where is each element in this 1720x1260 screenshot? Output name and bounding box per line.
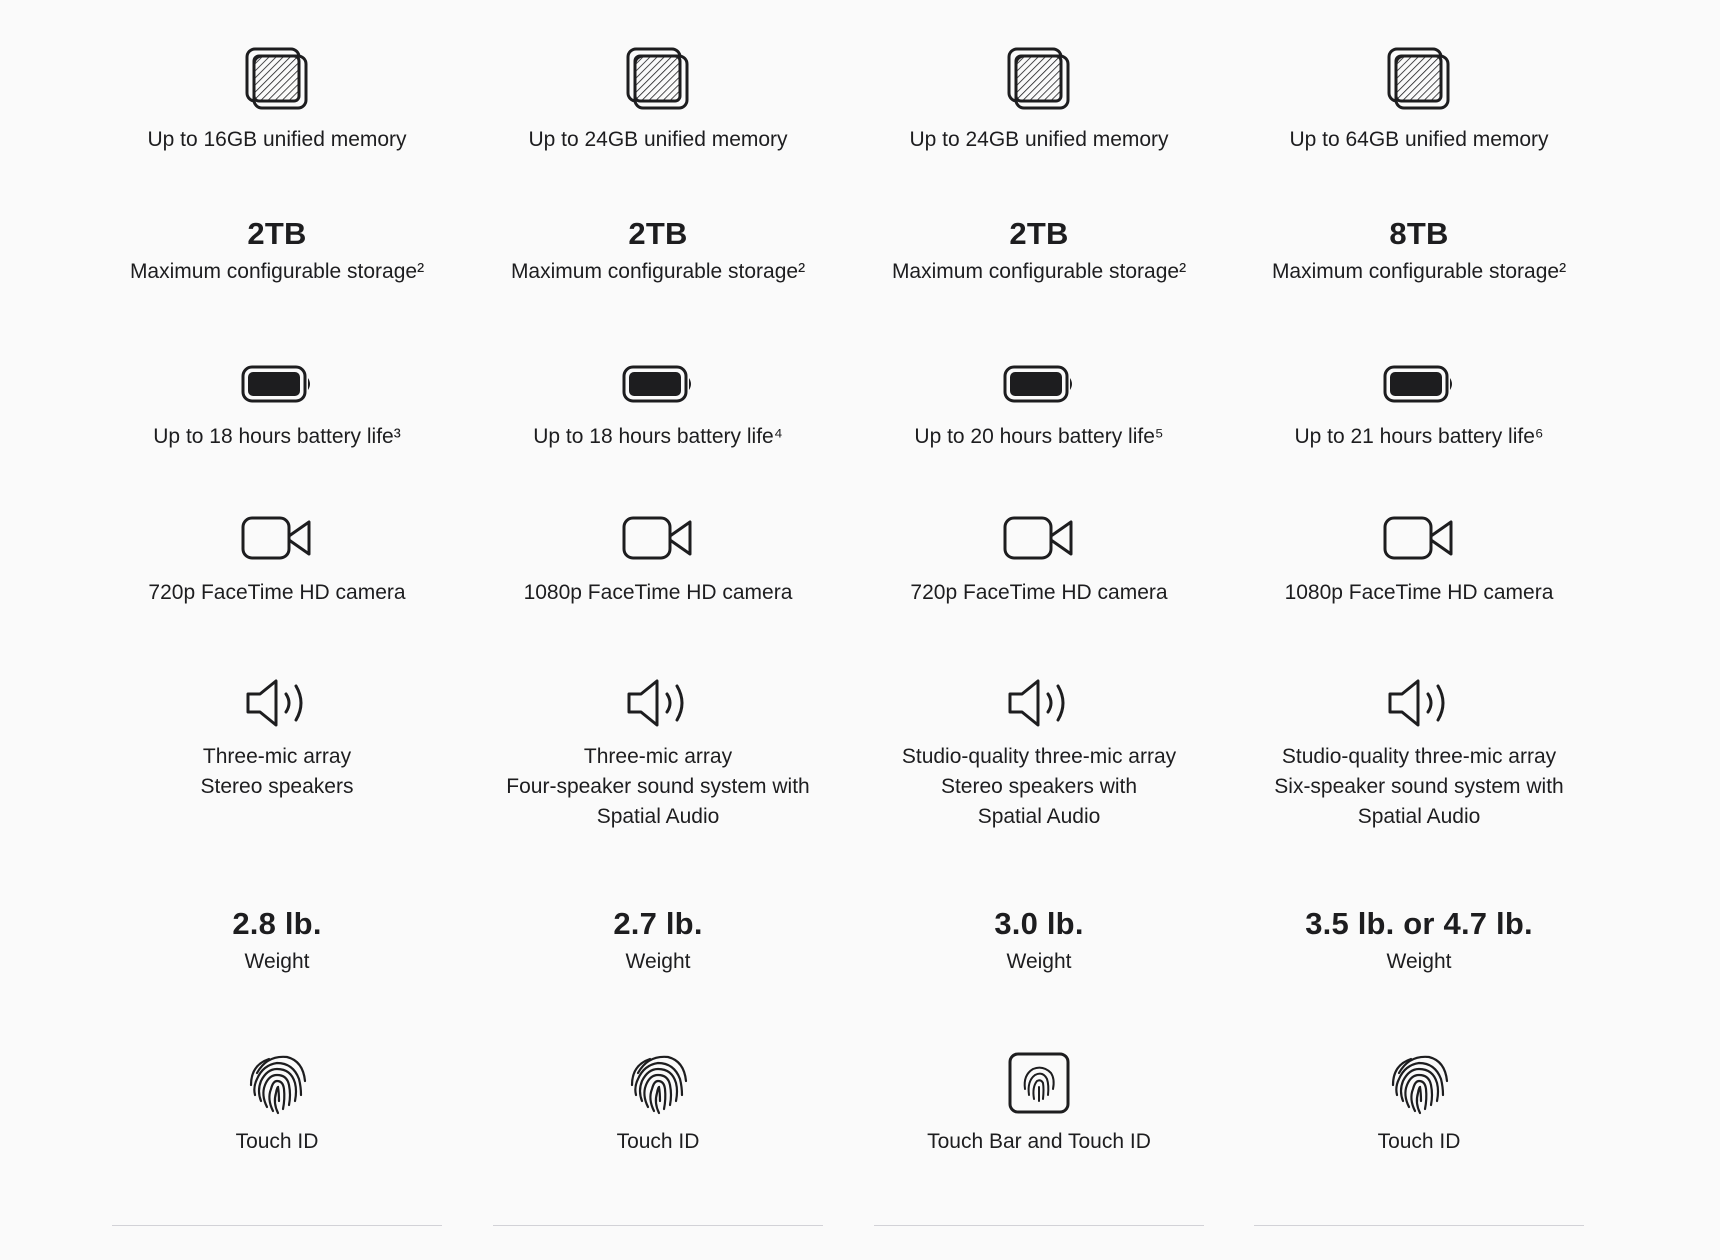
weight-value: 3.5 lb. or 4.7 lb. — [1305, 906, 1533, 941]
chip-icon — [1386, 46, 1452, 112]
model-column-3 — [874, 0, 1204, 1260]
weight-spec — [1254, 905, 1584, 977]
storage-spec — [112, 215, 442, 287]
audio-line: Spatial Audio — [596, 805, 720, 828]
storage-label: Maximum configurable storage² — [129, 260, 425, 283]
camera-spec — [112, 514, 442, 608]
audio-line: Six-speaker sound system with — [1274, 775, 1564, 798]
video-camera-icon — [1003, 514, 1075, 562]
weight-label: Weight — [244, 950, 310, 973]
audio-lines — [112, 742, 442, 802]
audio-line: Three-mic array — [202, 745, 352, 768]
audio-spec — [112, 678, 442, 802]
storage-spec — [493, 215, 823, 287]
audio-line: Studio-quality three-mic array — [1281, 745, 1557, 768]
column-divider — [112, 1225, 442, 1226]
camera-label: 1080p FaceTime HD camera — [1284, 581, 1554, 604]
battery-icon — [241, 364, 313, 404]
battery-spec — [493, 364, 823, 452]
speaker-icon — [244, 678, 310, 728]
weight-spec — [874, 905, 1204, 977]
column-divider — [874, 1225, 1204, 1226]
chip-icon — [244, 46, 310, 112]
audio-spec — [874, 678, 1204, 832]
column-divider — [493, 1225, 823, 1226]
storage-label: Maximum configurable storage² — [510, 260, 806, 283]
memory-spec — [112, 46, 442, 155]
audio-line: Spatial Audio — [977, 805, 1101, 828]
touch-spec — [112, 1051, 442, 1157]
speaker-icon — [625, 678, 691, 728]
model-column-2 — [493, 0, 823, 1260]
battery-label: Up to 21 hours battery life⁶ — [1294, 425, 1544, 448]
weight-spec — [493, 905, 823, 977]
battery-spec — [874, 364, 1204, 452]
weight-value: 2.8 lb. — [232, 906, 322, 941]
touch-spec — [1254, 1051, 1584, 1157]
storage-value: 2TB — [628, 216, 688, 251]
video-camera-icon — [622, 514, 694, 562]
touch-label: Touch Bar and Touch ID — [927, 1130, 1151, 1153]
model-column-1 — [112, 0, 442, 1260]
battery-spec — [112, 364, 442, 452]
camera-label: 1080p FaceTime HD camera — [523, 581, 793, 604]
weight-label: Weight — [625, 950, 691, 973]
memory-label: Up to 16GB unified memory — [147, 128, 407, 151]
touch-spec — [493, 1051, 823, 1157]
camera-spec — [493, 514, 823, 608]
battery-spec — [1254, 364, 1584, 452]
audio-line: Studio-quality three-mic array — [901, 745, 1177, 768]
video-camera-icon — [241, 514, 313, 562]
speaker-icon — [1386, 678, 1452, 728]
battery-icon — [1003, 364, 1075, 404]
touch-spec — [874, 1051, 1204, 1157]
camera-label: 720p FaceTime HD camera — [148, 581, 406, 604]
storage-spec — [874, 215, 1204, 287]
storage-value: 2TB — [247, 216, 307, 251]
battery-label: Up to 20 hours battery life⁵ — [914, 425, 1164, 448]
storage-spec — [1254, 215, 1584, 287]
storage-label: Maximum configurable storage² — [1271, 260, 1567, 283]
camera-label: 720p FaceTime HD camera — [910, 581, 1168, 604]
memory-label: Up to 24GB unified memory — [528, 128, 788, 151]
video-camera-icon — [1383, 514, 1455, 562]
storage-label: Maximum configurable storage² — [891, 260, 1187, 283]
battery-label: Up to 18 hours battery life³ — [153, 425, 401, 448]
weight-spec — [112, 905, 442, 977]
audio-line: Stereo speakers with — [940, 775, 1138, 798]
audio-line: Three-mic array — [583, 745, 733, 768]
fingerprint-icon — [1387, 1051, 1451, 1115]
battery-icon — [1383, 364, 1455, 404]
audio-lines — [874, 742, 1204, 832]
touch-label: Touch ID — [1377, 1130, 1461, 1153]
model-column-4 — [1254, 0, 1584, 1260]
memory-label: Up to 64GB unified memory — [1289, 128, 1549, 151]
audio-lines — [1254, 742, 1584, 832]
weight-value: 3.0 lb. — [994, 906, 1084, 941]
column-divider — [1254, 1225, 1584, 1226]
fingerprint-icon — [245, 1051, 309, 1115]
memory-spec — [874, 46, 1204, 155]
memory-spec — [493, 46, 823, 155]
audio-line: Four-speaker sound system with — [506, 775, 810, 798]
storage-value: 8TB — [1389, 216, 1449, 251]
weight-value: 2.7 lb. — [613, 906, 703, 941]
audio-lines — [493, 742, 823, 832]
weight-label: Weight — [1006, 950, 1072, 973]
memory-label: Up to 24GB unified memory — [909, 128, 1169, 151]
speaker-icon — [1006, 678, 1072, 728]
battery-label: Up to 18 hours battery life⁴ — [533, 425, 783, 448]
memory-spec — [1254, 46, 1584, 155]
camera-spec — [874, 514, 1204, 608]
touch-label: Touch ID — [235, 1130, 319, 1153]
chip-icon — [625, 46, 691, 112]
battery-icon — [622, 364, 694, 404]
weight-label: Weight — [1386, 950, 1452, 973]
storage-value: 2TB — [1009, 216, 1069, 251]
fingerprint-icon — [626, 1051, 690, 1115]
chip-icon — [1006, 46, 1072, 112]
audio-spec — [1254, 678, 1584, 832]
audio-line: Spatial Audio — [1357, 805, 1481, 828]
touch-label: Touch ID — [616, 1130, 700, 1153]
audio-line: Stereo speakers — [200, 775, 354, 798]
audio-spec — [493, 678, 823, 832]
camera-spec — [1254, 514, 1584, 608]
touch-bar-icon — [1007, 1051, 1071, 1115]
